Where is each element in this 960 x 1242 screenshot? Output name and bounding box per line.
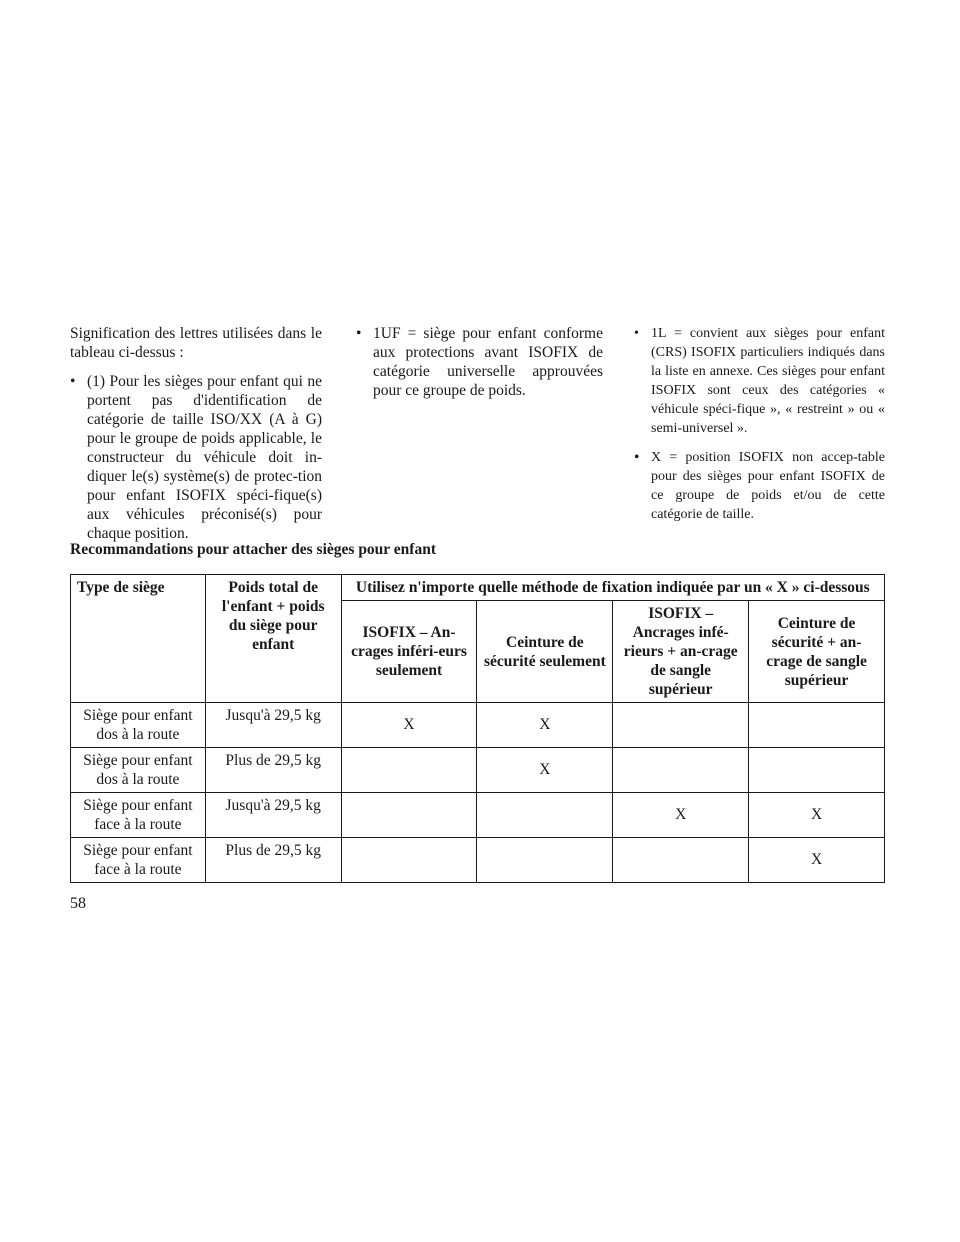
cell-seat-type: Siège pour enfant face à la route [71,793,206,838]
text-column-3 [634,324,885,534]
intro-paragraph: Signification des lettres utilisées dans le tableau ci-dessus : [70,325,322,361]
header-seat-type: Type de siège [71,575,206,703]
bullet-text: 1L = convient aux sièges pour enfant (CRS) ISOFIX particuliers indiqués dans la liste en annexe. Ces sièges pour enfant ISOFIX sont ceux des catégories « véhicule spéci-fique », « restreint » ou « semi-universel ». [651,326,885,436]
table-row [71,838,885,883]
header-belt-tether: Ceinture de sécurité + an-crage de sangle supérieur [749,601,885,703]
header-methods: Utilisez n'importe quelle méthode de fixation indiquée par un « X » ci-dessous [341,575,884,601]
header-isofix-tether: ISOFIX – Ancrages infé-rieurs + an-crage de sangle supérieur [613,601,749,703]
cell-weight: Jusqu'à 29,5 kg [205,793,341,838]
text-column-2 [356,324,603,410]
cell-isofix-tether [613,748,749,793]
table-row [71,748,885,793]
cell-weight: Plus de 29,5 kg [205,748,341,793]
bullet-text: 1UF = siège pour enfant conforme aux protections avant ISOFIX de catégorie universelle approuvées pour ce groupe de poids. [373,325,603,399]
list-item [356,324,603,400]
cell-seat-type: Siège pour enfant dos à la route [71,748,206,793]
table-header-row [71,575,885,601]
cell-belt-tether: X [749,793,885,838]
cell-belt-tether [749,748,885,793]
cell-belt-only: X [477,748,613,793]
section-heading: Recommandations pour attacher des sièges pour enfant [70,541,436,558]
bullet-text: X = position ISOFIX non accep-table pour des sièges pour enfant ISOFIX de ce groupe de poids et/ou de cette catégorie de taille. [651,450,885,522]
cell-isofix-lower [341,793,477,838]
cell-belt-tether: X [749,838,885,883]
recommendation-table [70,574,885,883]
list-item [70,372,322,543]
table-row [71,793,885,838]
header-belt-only: Ceinture de sécurité seulement [477,601,613,703]
page-number: 58 [70,895,86,912]
text-column-1 [70,324,322,553]
list-item [634,448,885,524]
cell-isofix-tether [613,703,749,748]
list-item [634,324,885,438]
header-isofix-lower: ISOFIX – An-crages inféri-eurs seulement [341,601,477,703]
bullet-text: (1) Pour les sièges pour enfant qui ne portent pas d'identification de catégorie de taille ISO/XX (A à G) pour le groupe de poids applicable, le constructeur du véhicule doit in-diquer le(s) système(s) de protec-tion pour enfant ISOFIX spéci-fique(s) aux véhicules préconisé(s) pour chaque position. [87,373,322,542]
cell-belt-only: X [477,703,613,748]
table-row [71,703,885,748]
cell-seat-type: Siège pour enfant face à la route [71,838,206,883]
bullet-icon: • [356,325,362,342]
cell-isofix-tether [613,838,749,883]
cell-seat-type: Siège pour enfant dos à la route [71,703,206,748]
bullet-icon: • [634,449,640,466]
bullet-icon: • [634,326,639,341]
cell-belt-only [477,793,613,838]
bullet-icon: • [70,373,76,390]
cell-belt-tether [749,703,885,748]
header-weight: Poids total de l'enfant + poids du siège pour enfant [205,575,341,703]
cell-isofix-tether: X [613,793,749,838]
cell-isofix-lower [341,838,477,883]
cell-isofix-lower: X [341,703,477,748]
cell-isofix-lower [341,748,477,793]
cell-belt-only [477,838,613,883]
cell-weight: Plus de 29,5 kg [205,838,341,883]
cell-weight: Jusqu'à 29,5 kg [205,703,341,748]
